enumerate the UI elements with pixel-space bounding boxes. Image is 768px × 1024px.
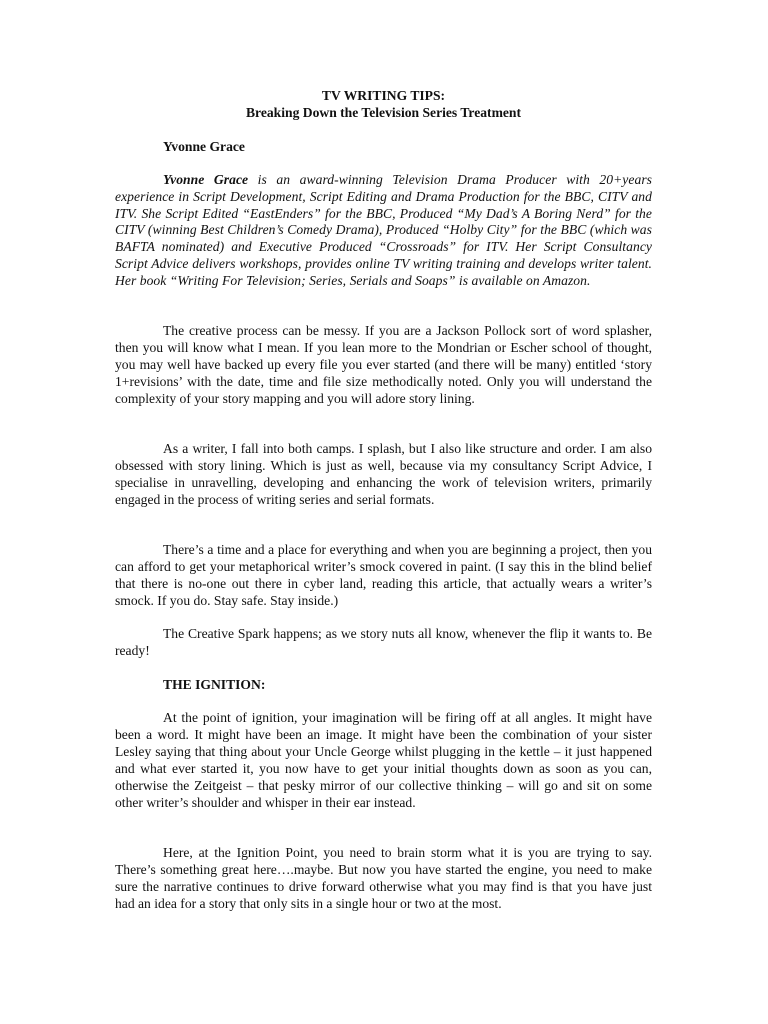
body-paragraph: The Creative Spark happens; as we story nuts all know, whenever the flip it wants to. Be ready! xyxy=(115,626,652,658)
document-subtitle: Breaking Down the Television Series Treatment xyxy=(245,105,522,120)
body-paragraph: As a writer, I fall into both camps. I splash, but I also like structure and order. I am also obsessed with story lining. Which is just as well, because via my consultancy Script Advice, I specialise in unravelling, developing and enhancing the work of television writers, primarily engaged in the process of writing series and serial formats. xyxy=(115,441,652,507)
bio-text: is an award-winning Television Drama Producer with 20+years experience in Script Development, Script Editing and Drama Production for the BBC, CITV and ITV. She Script Edited “EastEnders” for the BBC, Produced “My Dad’s A Boring Nerd” for the CITV (winning Best Children’s Comedy Drama), Produced “Holby City” for the BBC (which was BAFTA nominated) and Executive Produced “Crossroads” for ITV. Her Script Consultancy Script Advice delivers workshops, provides online TV writing training and develops writer talent. Her book “Writing For Television; Series, Serials and Soaps” is available on Amazon. xyxy=(115,172,652,288)
author-bio xyxy=(115,172,652,290)
body-paragraph: There’s a time and a place for everything and when you are beginning a project, then you can afford to get your metaphorical writer’s smock covered in paint. (I say this in the blind belief that there is no-one out there in cyber land, reading this article, that actually wears a writer’s smock. If you do. Stay safe. Stay inside.) xyxy=(115,542,652,608)
document-title: TV WRITING TIPS: xyxy=(321,88,446,103)
author-heading: Yvonne Grace xyxy=(163,139,245,154)
body-paragraph: The creative process can be messy. If you are a Jackson Pollock sort of word splasher, then you will know what I mean. If you lean more to the Mondrian or Escher school of thought, you may well have backed up every file you ever started (and there will be many) entitled ‘story 1+revisions’ with the date, time and file size methodically noted. Only you will understand the complexity of your story mapping and you will adore story lining. xyxy=(115,323,652,406)
section-paragraph: At the point of ignition, your imagination will be firing off at all angles. It might have been a word. It might have been an image. It might have been the combination of your sister Lesley saying that thing about your Uncle George whilst plugging in the kettle – it just happened and what ever started it, you now have to get your initial thoughts down as soon as you can, otherwise the Zeitgeist – that pesky mirror of our collective thinking – will go and sit on some other writer’s shoulder and whisper in their ear instead. xyxy=(115,710,652,810)
bio-author-name: Yvonne Grace xyxy=(163,172,249,187)
section-heading: THE IGNITION: xyxy=(163,677,266,692)
section-paragraph: Here, at the Ignition Point, you need to brain storm what it is you are trying to say. There’s something great here….maybe. But now you have started the engine, you need to make sure the narrative continues to drive forward otherwise what you may find is that you have just had an idea for a story that only sits in a single hour or two at the most. xyxy=(115,845,652,911)
